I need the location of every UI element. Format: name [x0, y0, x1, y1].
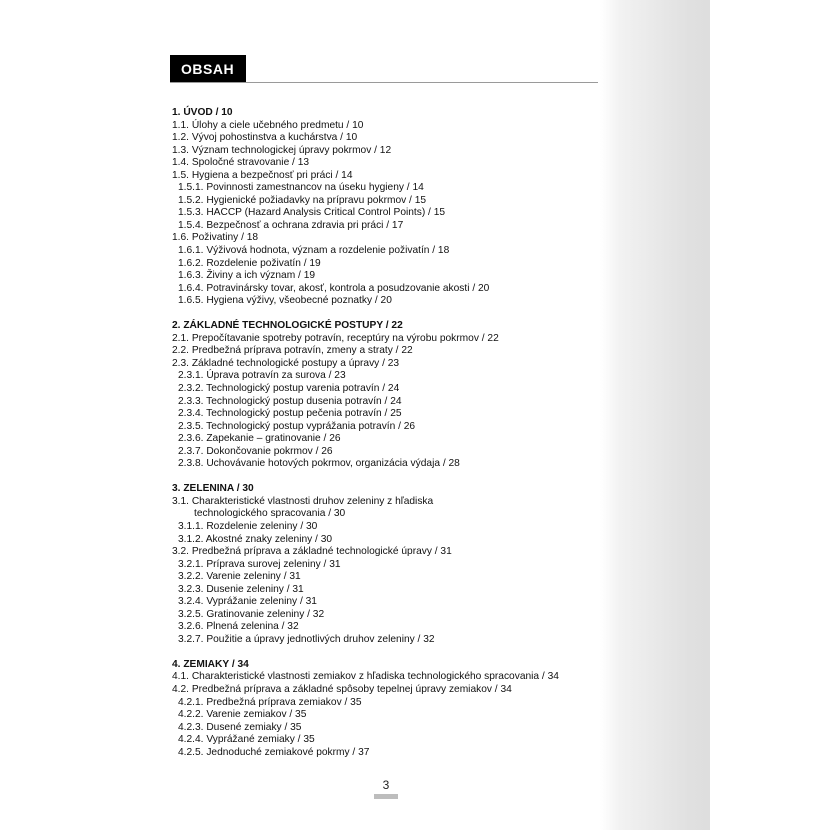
toc-entry-text: 1.5.1. Povinnosti zamestnancov na úseku hygieny / 14: [178, 182, 424, 194]
toc-subsection-entry[interactable]: [172, 697, 602, 710]
toc-subsection-entry[interactable]: [172, 709, 602, 722]
toc-subsection-entry[interactable]: [172, 383, 602, 396]
toc-entry-text: 1.6. Poživatiny / 18: [172, 232, 259, 244]
toc-entry-text: 3.2.7. Použitie a úpravy jednotlivých druhov zeleniny / 32: [178, 633, 435, 645]
toc-subsection-entry[interactable]: [172, 370, 602, 383]
page-title: OBSAH: [170, 55, 246, 83]
toc-entry-text: 2.3.8. Uchovávanie hotových pokrmov, organizácia výdaja / 28: [178, 458, 460, 470]
page-number: 3: [382, 778, 390, 792]
toc-entry-text: 1.6.4. Potravinársky tovar, akosť, kontrola a posudzovanie akosti / 20: [178, 282, 490, 294]
toc-subsection-entry[interactable]: [172, 446, 602, 459]
toc-entry-text: 3.1.2. Akostné znaky zeleniny / 30: [178, 533, 333, 545]
toc-entry-text: 2.3.6. Zapekanie – gratinovanie / 26: [178, 433, 341, 445]
toc-section-entry[interactable]: [172, 157, 602, 170]
toc-chapter-title[interactable]: 1. ÚVOD / 10: [172, 107, 233, 118]
toc-section-entry[interactable]: [172, 345, 602, 358]
toc-subsection-entry[interactable]: [172, 295, 602, 308]
toc-section-entry[interactable]: [172, 170, 602, 183]
toc-section-entry[interactable]: [172, 232, 602, 245]
toc-section-entry[interactable]: [172, 671, 602, 684]
toc-subsection-entry[interactable]: [172, 458, 602, 471]
toc-subsection-entry[interactable]: [172, 195, 602, 208]
toc-section-entry[interactable]: [172, 684, 602, 697]
toc-entry-text: 3.1. Charakteristické vlastnosti druhov zeleniny z hľadiska: [172, 495, 434, 507]
toc-entry-text: 2.3.3. Technologický postup dusenia potravín / 24: [178, 395, 402, 407]
toc-entry-text: 4.2.5. Jednoduché zemiakové pokrmy / 37: [178, 746, 370, 758]
toc-entry-text: 4.2.3. Dusené zemiaky / 35: [178, 721, 302, 733]
toc-entry-text: 1.1. Úlohy a ciele učebného predmetu / 10: [172, 119, 364, 131]
toc-entry-text: 4.1. Charakteristické vlastnosti zemiakov z hľadiska technologického spracovania / 34: [172, 671, 559, 683]
toc-subsection-entry[interactable]: [172, 245, 602, 258]
toc-entry-text: 3.2.3. Dusenie zeleniny / 31: [178, 583, 304, 595]
toc-entry-text: 1.6.3. Živiny a ich význam / 19: [178, 270, 316, 282]
toc-entry-text: 2.3.1. Úprava potravín za surova / 23: [178, 370, 346, 382]
toc-entry-text: 1.3. Význam technologickej úpravy pokrmov / 12: [172, 144, 392, 156]
toc-subsection-entry[interactable]: [172, 207, 602, 220]
toc-subsection-entry[interactable]: [172, 596, 602, 609]
toc-subsection-entry[interactable]: [172, 421, 602, 434]
toc-entry-text: 1.5.4. Bezpečnosť a ochrana zdravia pri práci / 17: [178, 219, 404, 231]
toc-subsection-entry[interactable]: [172, 220, 602, 233]
toc-entry-text: 1.2. Vývoj pohostinstva a kuchárstva / 10: [172, 132, 358, 144]
toc-entry-text: 3.2.5. Gratinovanie zeleniny / 32: [178, 608, 325, 620]
toc-entry-text: 3.2.6. Plnená zelenina / 32: [178, 621, 299, 633]
toc-subsection-entry[interactable]: [172, 571, 602, 584]
toc-section-entry[interactable]: [172, 120, 602, 133]
toc-entry-text: 4.2.4. Vyprážané zemiaky / 35: [178, 734, 315, 746]
toc-section-entry[interactable]: [172, 132, 602, 145]
toc-entry-text: 1.5.2. Hygienické požiadavky na prípravu pokrmov / 15: [178, 194, 427, 206]
toc-entry-text: 3.2. Predbežná príprava a základné technologické úpravy / 31: [172, 546, 452, 558]
toc-entry-text: 2.1. Prepočítavanie spotreby potravín, receptúry na výrobu pokrmov / 22: [172, 332, 499, 344]
toc-entry-text: 3.2.4. Vyprážanie zeleniny / 31: [178, 596, 317, 608]
toc-entry-text: 4.2.2. Varenie zemiakov / 35: [178, 709, 307, 721]
toc-entry-text: 3.2.2. Varenie zeleniny / 31: [178, 571, 301, 583]
toc-subsection-entry[interactable]: [172, 258, 602, 271]
toc-section-entry[interactable]: [172, 333, 602, 346]
toc-subsection-entry[interactable]: [172, 283, 602, 296]
toc-entry-text: 1.5.3. HACCP (Hazard Analysis Critical Control Points) / 15: [178, 207, 446, 219]
toc-section-entry[interactable]: [172, 358, 602, 371]
toc-subsection-entry[interactable]: [172, 559, 602, 572]
toc-entry-text: 1.6.5. Hygiena výživy, všeobecné poznatky / 20: [178, 295, 392, 307]
toc-entry-text: 1.4. Spoločné stravovanie / 13: [172, 157, 310, 169]
toc-entry-text: 1.6.1. Výživová hodnota, význam a rozdelenie poživatín / 18: [178, 245, 450, 257]
toc-entry-text: 2.3. Základné technologické postupy a úpravy / 23: [172, 357, 400, 369]
toc-chapter-title[interactable]: 2. ZÁKLADNÉ TECHNOLOGICKÉ POSTUPY / 22: [172, 320, 403, 332]
toc-section: [172, 320, 602, 471]
page-number-bar: [374, 794, 398, 799]
toc-subsection-entry[interactable]: [172, 747, 602, 760]
toc-subsection-entry[interactable]: [172, 270, 602, 283]
heading-divider: [170, 82, 598, 83]
toc-subsection-entry[interactable]: [172, 521, 602, 534]
toc-subsection-entry[interactable]: [172, 182, 602, 195]
toc-entry-text: 2.3.7. Dokončovanie pokrmov / 26: [178, 445, 333, 457]
toc-subsection-entry[interactable]: [172, 609, 602, 622]
toc-section: [172, 107, 602, 308]
toc-subsection-entry[interactable]: [172, 433, 602, 446]
toc-entry-text: 2.3.4. Technologický postup pečenia potravín / 25: [178, 408, 402, 420]
toc-section-entry[interactable]: [172, 496, 602, 521]
toc-entry-text: 3.2.1. Príprava surovej zeleniny / 31: [178, 558, 341, 570]
toc-entry-text: 2.2. Predbežná príprava potravín, zmeny a straty / 22: [172, 345, 413, 357]
toc-chapter-title[interactable]: 4. ZEMIAKY / 34: [172, 658, 249, 670]
toc-entry-text: 1.6.2. Rozdelenie poživatín / 19: [178, 257, 321, 269]
toc-entry-text: 1.5. Hygiena a bezpečnosť pri práci / 14: [172, 169, 353, 181]
toc-chapter-title[interactable]: 3. ZELENINA / 30: [172, 483, 254, 495]
toc-subsection-entry[interactable]: [172, 396, 602, 409]
toc-subsection-entry[interactable]: [172, 634, 602, 647]
toc-subsection-entry[interactable]: [172, 584, 602, 597]
toc-section-entry[interactable]: [172, 145, 602, 158]
toc-entry-text: 2.3.2. Technologický postup varenia potravín / 24: [178, 382, 400, 394]
toc-subsection-entry[interactable]: [172, 534, 602, 547]
toc-section: [172, 483, 602, 646]
toc-subsection-entry[interactable]: [172, 734, 602, 747]
toc-subsection-entry[interactable]: [172, 408, 602, 421]
toc-section-entry[interactable]: [172, 546, 602, 559]
toc-subsection-entry[interactable]: [172, 722, 602, 735]
toc-entry-continuation: technologického spracovania / 30: [194, 508, 346, 520]
toc-entry-text: 2.3.5. Technologický postup vyprážania potravín / 26: [178, 420, 416, 432]
table-of-contents: [172, 107, 602, 772]
toc-entry-text: 4.2.1. Predbežná príprava zemiakov / 35: [178, 696, 362, 708]
toc-subsection-entry[interactable]: [172, 621, 602, 634]
toc-entry-text: 3.1.1. Rozdelenie zeleniny / 30: [178, 520, 318, 532]
toc-section: [172, 659, 602, 759]
toc-entry-text: 4.2. Predbežná príprava a základné spôsoby tepelnej úpravy zemiakov / 34: [172, 684, 512, 696]
